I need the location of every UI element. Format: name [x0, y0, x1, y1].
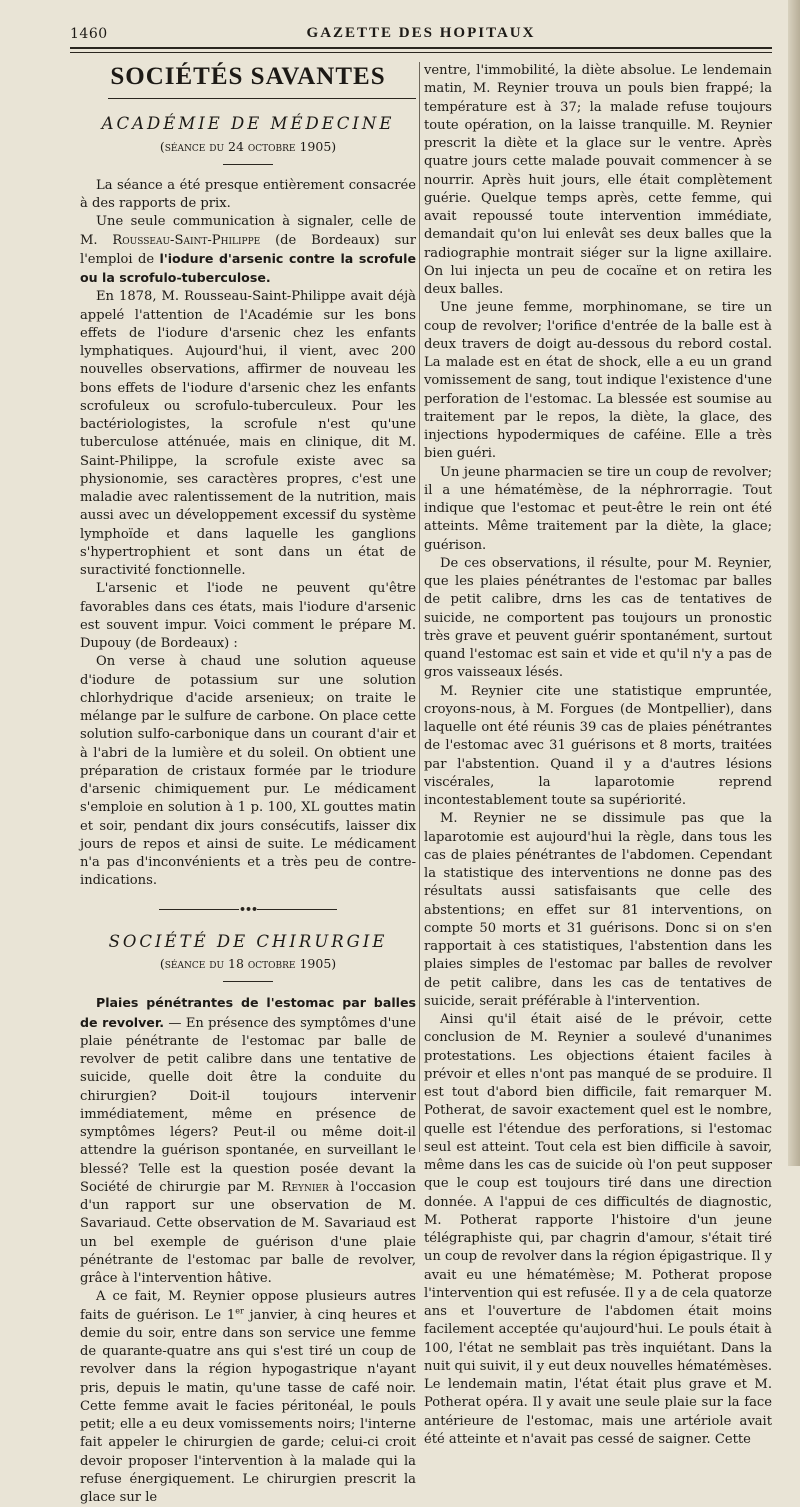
- left-column: [80, 62, 416, 1507]
- chirurgie-paragraph: [80, 1288, 416, 1507]
- academie-paragraph: La séance a été presque entièrement consacrée à des rapports de prix.: [80, 177, 416, 211]
- topic-heading: Plaies pénétrantes de l'estomac par balles de revolver.: [80, 995, 416, 1030]
- right-paragraph: De ces observations, il résulte, pour M. Reynier, que les plaies pénétrantes de l'estomac par balles de petit calibre, drns les cas de tentatives de suicide, ne comportent pas toujours un pronostic très grave et peuvent guérir spontanément, surtout quand l'estomac est sain et vide et qu'il n'y a pas de gros vaisseaux lésés.: [424, 555, 772, 681]
- chirurgie-title: SOCIÉTÉ DE CHIRURGIE: [108, 931, 388, 951]
- academie-paragraph: On verse à chaud une solution aqueuse d'iodure de potassium sur une solution chlorhydrique d'acide arsenieux; on traite le mélange par le sulfure de carbone. On place cette solution sulfo-carbonique dans un courant d'air et à l'abri de la lumière et du soleil. On obtient une préparation de cristaux formée par le triodure d'arsenic chimiquement pur. Le médicament s'emploie en solution à 1 p. 100, XL gouttes matin et soir, pendant dix jours consécutifs, laisser dix jours de repos et ainsi de suite. Le médicament n'a pas d'inconvénients et a très peu de contre-indications.: [80, 654, 416, 889]
- topic-heading: l'iodure d'arsenic contre la scrofule ou la scrofulo-tuberculose.: [80, 250, 416, 285]
- text-run: (de Bordeaux) sur l'emploi de: [80, 232, 417, 267]
- academie-seance: (séance du 24 octobre 1905): [159, 138, 337, 154]
- section-title: SOCIÉTÉS SAVANTES: [110, 63, 386, 90]
- right-column: [424, 62, 772, 1449]
- page-header: [70, 22, 772, 56]
- right-paragraph: ventre, l'immobilité, la diète absolue. Le lendemain matin, M. Reynier trouva un pouls bien frappé; la température est à 37; la malade refuse toujours toute opération, on la laisse tranquille. M. Reynier prescrit la diète et la glace sur le ventre. Après quatre jours cette malade pouvait commencer à se nourrir. Après huit jours, elle était complètement guérie. Quelque temps après, cette femme, qui avait repoussé toute intervention immédiate, demandait qu'on lui enlevât ses deux balles que la radiographie montrait siéger sur la ligne axillaire. On lui injecta un peu de cocaïne et on retira les deux balles.: [424, 63, 772, 297]
- chirurgie-seance: (séance du 18 octobre 1905): [159, 956, 337, 971]
- header-rule-thick: [70, 47, 772, 49]
- text-run: à l'occasion d'un rapport sur une observation de M. Savariaud. Cette observation de M. Savariaud est un bel exemple de guérison d'une plaie pénétrante de l'estomac par balle de revolver, grâce à l'intervention hâtive.: [80, 1179, 416, 1286]
- right-paragraph: Une jeune femme, morphinomane, se tire un coup de revolver; l'orifice d'entrée de la balle est à deux travers de doigt au-dessous du rebord costal. La malade est en état de shock, elle a eu un grand vomissement de sang, tout indique l'existence d'une perforation de l'estomac. La blessée est soumise au traitement par le repos, la diète, la glace, des injections hypodermiques de caféine. Elle a très bien guéri.: [424, 300, 772, 462]
- academie-paragraph: En 1878, M. Rousseau-Saint-Philippe avait déjà appelé l'attention de l'Académie sur les bons effets de l'iodure d'arsenic chez les enfants lymphatiques. Aujourd'hui, il vient, avec 200 nouvelles observations, affirmer de nouveau les bons effets de l'iodure d'arsenic chez les enfants scrofuleux ou scrofulo-tuberculeux. Pour les bactériologistes, la scrofule n'est qu'une tuberculose atténuée, mais en clinique, dit M. Saint-Philippe, la scrofule existe avec sa physionomie, ses caractères propres, c'est une maladie avec ralentissement de la nutrition, mais aussi avec un développement excessif du système lymphoïde et dans laquelle les ganglions s'hypertrophient et sont dans un état de suractivité fonctionnelle.: [80, 289, 416, 578]
- academie-title: ACADÉMIE DE MÉDECINE: [101, 114, 395, 134]
- chirurgie-paragraph: [80, 994, 416, 1288]
- academie-rule: [223, 164, 273, 165]
- academie-paragraph: L'arsenic et l'iode ne peuvent qu'être favorables dans ces états, mais l'iodure d'arsenic est souvent impur. Voici comment le prépare M. Dupouy (de Bordeaux) :: [80, 581, 416, 651]
- chirurgie-rule: [223, 981, 273, 982]
- author-name: Rousseau-Saint-Philippe: [112, 232, 261, 248]
- journal-title: GAZETTE DES HOPITAUX: [306, 25, 536, 41]
- right-paragraph: Un jeune pharmacien se tire un coup de revolver; il a une hématémèse, de la néphrorragie. Tout indique que l'estomac et peut-être le rein ont été atteints. Même traitement par la diète, la glace; guérison.: [424, 464, 772, 553]
- page-edge: [788, 0, 800, 1166]
- section-ornament: [80, 901, 416, 919]
- author-name: Reynier: [281, 1179, 329, 1195]
- right-paragraph: M. Reynier ne se dissimule pas que la laparotomie est aujourd'hui la règle, dans tous les cas de plaies pénétrantes de l'abdomen. Cependant la statistique des interventions ne donne pas des résultats aussi satisfaisants que celle des abstentions; en effet sur 81 interventions, on compte 50 morts et 31 guérisons. Donc si on s'en rapportait à ces statistiques, l'abstention dans les plaies simples de l'estomac par balles de revolver de petit calibre, dans les cas de tentatives de suicide, serait préférable à l'intervention.: [424, 811, 772, 1009]
- right-paragraph: M. Reynier cite une statistique empruntée, croyons-nous, à M. Forgues (de Montpellier), dans laquelle ont été réunis 39 cas de plaies pénétrantes de l'estomac avec 31 guérisons et 8 morts, traitées par l'abstention. Quand il y a d'autres lésions viscérales, la laparotomie reprend incontestablement toute sa supériorité.: [424, 683, 772, 808]
- academie-paragraph: [80, 213, 416, 288]
- text-run: Une seule communication à signaler, celle de M.: [80, 214, 416, 248]
- header-rule-thin: [70, 52, 772, 53]
- text-run: A ce fait, M. Reynier oppose plusieurs autres faits de guérison. Le 1: [80, 1289, 416, 1323]
- superscript: er: [235, 1306, 244, 1316]
- section-title-rule: [108, 98, 416, 99]
- text-run: — En présence des symptômes d'une plaie pénétrante de l'estomac par balle de revolver de petit calibre dans une tentative de suicide, quelle doit être la conduite du chirurgien? Doit-il toujours intervenir immédiatement, même en présence de symptômes légers? Peut-il ou même doit-il attendre la guérison spontanée, en surveillant le blessé? Telle est la question posée devant la Société de chirurgie par M.: [80, 1015, 416, 1195]
- text-run: janvier, à cinq heures et demie du soir, entre dans son service une femme de quarante-quatre ans qui s'est tiré un coup de revolver dans la région hypogastrique n'ayant pris, depuis le matin, qu'une tasse de café noir. Cette femme avait le facies péritonéal, le pouls petit; elle a eu deux vomissements noirs; l'interne fait appeler le chirurgien de garde; celui-ci croit devoir proposer l'intervention à la malade qui la refuse énergiquement. Le chirurgien prescrit la glace sur le: [80, 1307, 416, 1505]
- ornament-glyph: •••: [238, 902, 258, 916]
- column-divider: [419, 62, 420, 1152]
- page-number: 1460: [70, 26, 108, 42]
- right-paragraph: Ainsi qu'il était aisé de le prévoir, cette conclusion de M. Reynier a soulevé d'unanimes protestations. Les objections étaient faciles à prévoir et elles n'ont pas manqué de se produire. Il est tout d'abord bien difficile, fait remarquer M. Potherat, de savoir exactement quel est le nombre, quelle est l'étendue des perforations, si l'estomac seul est atteint. Tout cela est bien difficile à savoir, même dans les cas de suicide où l'on peut supposer que le coup est toujours tiré dans une direction donnée. A l'appui de ces difficultés de diagnostic, M. Potherat rapporte l'histoire d'un jeune télégraphiste qui, par chagrin d'amour, s'était tiré un coup de revolver dans la région épigastrique. Il y avait eu une hématémèse; M. Potherat propose l'intervention qui est refusée. Il y a de cela quatorze ans et l'ouverture de l'abdomen était moins facilement acceptée qu'aujourd'hui. Le pouls était à 100, l'état ne semblait pas très inquiétant. Dans la nuit qui suivit, il y eut deux nouvelles hématémèses. Le lendemain matin, l'état était plus grave et M. Potherat opéra. Il y avait une seule plaie sur la face antérieure de l'estomac, mais une artériole avait été atteinte et n'avait pas cessé de saigner. Cette: [424, 1012, 773, 1447]
